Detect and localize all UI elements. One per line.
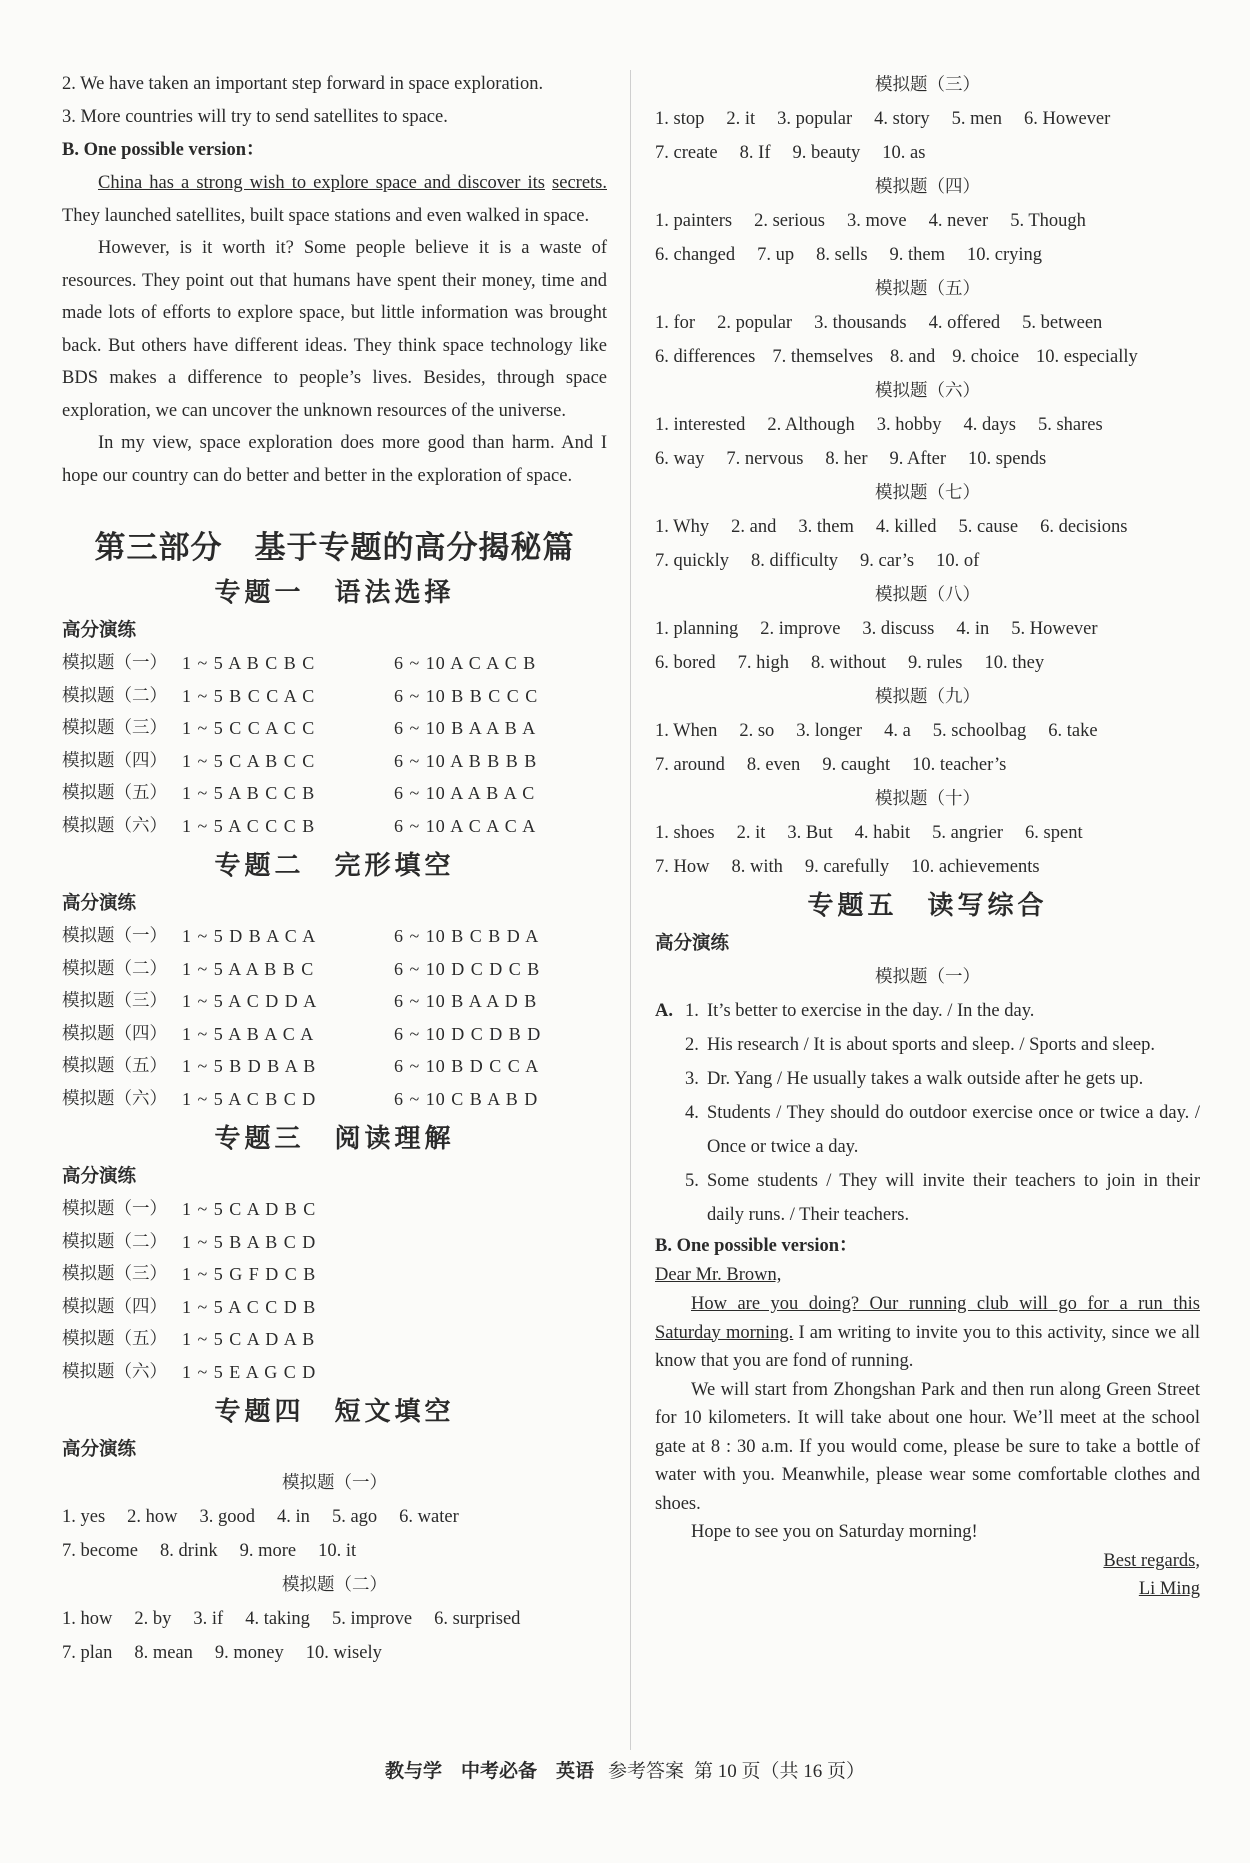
mock-title: 模拟题（一）: [875, 967, 980, 987]
mock-title: 模拟题（二）: [282, 1575, 387, 1595]
answer-row: 模拟题（五） 1 ~ 5 A B C C B 6 ~ 10 A A B A C: [62, 783, 536, 803]
answer-line: 1. painters 2. serious 3. move 4. never 5. Though: [655, 211, 1086, 231]
letter-paragraph-1: How are you doing? Our running club will go for a run this Saturday morning. I am writing to invite you to this activity, since we all know that you are fond of running.: [655, 1294, 1201, 1371]
answer-row: 模拟题（二） 1 ~ 5 B A B C D: [62, 1231, 317, 1252]
answer-line: 1. stop 2. it 3. popular 4. story 5. men 6. However: [655, 109, 1111, 129]
answer-line: 6. way 7. nervous 8. her 9. After 10. spends: [655, 449, 1047, 469]
left-column: [62, 68, 607, 1670]
topic3-section: 高分演练: [62, 1166, 137, 1187]
qa-item: 2. His research / It is about sports and sleep. / Sports and sleep.: [685, 1035, 1156, 1055]
answer-row: 模拟题（五） 1 ~ 5 C A D A B: [62, 1329, 316, 1349]
answer-line: 1. When 2. so 3. longer 4. a 5. schoolbag 6. take: [655, 721, 1098, 741]
answer-line: 7. create 8. If 9. beauty 10. as: [655, 143, 926, 163]
answer-row: 模拟题（六） 1 ~ 5 A C B C D 6 ~ 10 C B A B D: [62, 1088, 539, 1109]
answer-row: 模拟题（三） 1 ~ 5 G F D C B: [62, 1264, 317, 1284]
answer-row: 模拟题（三） 1 ~ 5 A C D D A 6 ~ 10 B A A D B: [62, 991, 538, 1011]
topic1-answers: [62, 647, 607, 842]
answer-line: 7. quickly 8. difficulty 9. car’s 10. of: [655, 551, 980, 571]
right-column: [655, 68, 1200, 1604]
answer-line: 7. become 8. drink 9. more 10. it: [62, 1541, 357, 1561]
mock-title: 模拟题（八）: [875, 585, 980, 605]
part-title: 第三部分 基于专题的高分揭秘篇: [94, 530, 575, 566]
answer-line: 1. interested 2. Although 3. hobby 4. days 5. shares: [655, 415, 1103, 435]
answer-row: 模拟题（一） 1 ~ 5 D B A C A 6 ~ 10 B C B D A: [62, 926, 540, 946]
answer-row: 模拟题（一） 1 ~ 5 C A D B C: [62, 1199, 317, 1219]
topic3-answers: [62, 1193, 607, 1388]
letter-paragraph-2: We will start from Zhongshan Park and then run along Green Street for 10 kilometers. It will take about one hour. We’ll meet at the school gate at 8 : 30 a.m. If you would come, please be sure to take a bottle of water with you. Meanwhile, please wear some comfortable clothes and shoes.: [655, 1379, 1200, 1514]
answer-row: 模拟题（四） 1 ~ 5 A B A C A 6 ~ 10 D C D B D: [62, 1023, 542, 1044]
essay-paragraph-2: However, is it worth it? Some people believe it is a waste of resources. They point out that humans have spent their money, time and made lots of efforts to explore space, but little information was brought back. But others have different ideas. They think space technology like BDS makes a difference to people’s lives. Besides, through space exploration, we can uncover the unknown resources of the universe.: [62, 238, 607, 421]
mock-title: 模拟题（九）: [875, 687, 980, 707]
intro-line-3: 3. More countries will try to send satellites to space.: [62, 107, 448, 127]
answer-row: 模拟题（四） 1 ~ 5 A C C D B: [62, 1296, 317, 1317]
answer-row: 模拟题（一） 1 ~ 5 A B C B C 6 ~ 10 A C A C B: [62, 653, 537, 673]
answer-line: 1. for 2. popular 3. thousands 4. offered 5. between: [655, 313, 1103, 333]
footer-section: 参考答案: [607, 1761, 684, 1782]
mock-title: 模拟题（七）: [875, 483, 980, 503]
b-label: B. One possible version：: [655, 1236, 858, 1256]
mock-title: 模拟题（五）: [875, 279, 980, 299]
mock-title: 模拟题（三）: [875, 75, 980, 95]
column-divider: [630, 70, 631, 1750]
answer-row: 模拟题（四） 1 ~ 5 C A B C C 6 ~ 10 A B B B B: [62, 750, 538, 771]
answer-row: 模拟题（五） 1 ~ 5 B D B A B 6 ~ 10 B D C C A: [62, 1056, 540, 1076]
topic1-section: 高分演练: [62, 620, 137, 641]
answer-line: 1. how 2. by 3. if 4. taking 5. improve 6. surprised: [62, 1609, 521, 1629]
qa-item: A. 1. It’s better to exercise in the day. / In the day.: [655, 1001, 1035, 1021]
mock-title: 模拟题（六）: [875, 381, 980, 401]
mock-title: 模拟题（一）: [282, 1473, 387, 1493]
answer-line: 6. bored 7. high 8. without 9. rules 10. they: [655, 653, 1045, 673]
qa-item: 4. Students / They should do outdoor exercise once or twice a day. / Once or twice a day.: [685, 1103, 1200, 1157]
letter-paragraph-3: Hope to see you on Saturday morning!: [691, 1522, 978, 1542]
qa-item: 3. Dr. Yang / He usually takes a walk outside after he gets up.: [685, 1069, 1144, 1089]
answer-line: 1. shoes 2. it 3. But 4. habit 5. angrier 6. spent: [655, 823, 1083, 843]
answer-line: 7. plan 8. mean 9. money 10. wisely: [62, 1643, 382, 1663]
answer-line: 7. How 8. with 9. carefully 10. achievements: [655, 857, 1040, 877]
signature: Li Ming: [1138, 1579, 1200, 1599]
answer-row: 模拟题（二） 1 ~ 5 B C C A C 6 ~ 10 B B C C C: [62, 685, 539, 706]
footer-page: 第 10 页（共 16 页）: [694, 1761, 866, 1782]
topic2-section: 高分演练: [62, 893, 137, 914]
qa-item: 5. Some students / They will invite their teachers to join in their daily runs. / Their teachers.: [685, 1171, 1200, 1225]
topic5-section: 高分演练: [655, 933, 730, 954]
answer-line: 1. yes 2. how 3. good 4. in 5. ago 6. water: [62, 1507, 459, 1527]
essay-paragraph-1: China has a strong wish to explore space and discover its secrets. They launched satellites, built space stations and even walked in space.: [62, 173, 607, 226]
mock-title: 模拟题（十）: [875, 789, 980, 809]
answer-line: 7. around 8. even 9. caught 10. teacher’s: [655, 755, 1007, 775]
topic3-title: 专题三 阅读理解: [214, 1124, 455, 1154]
footer-brand: 教与学 中考必备 英语: [384, 1760, 594, 1782]
closing: Best regards,: [1103, 1550, 1200, 1571]
intro-line-2: 2. We have taken an important step forward in space exploration.: [62, 74, 544, 94]
answer-row: 模拟题（二） 1 ~ 5 A A B B C 6 ~ 10 D C D C B: [62, 958, 541, 979]
answer-row: 模拟题（三） 1 ~ 5 C C A C C 6 ~ 10 B A A B A: [62, 718, 537, 738]
topic4-title: 专题四 短文填空: [214, 1397, 455, 1427]
answer-row: 模拟题（六） 1 ~ 5 E A G C D: [62, 1361, 317, 1382]
answer-line: 1. Why 2. and 3. them 4. killed 5. cause 6. decisions: [655, 517, 1128, 537]
page-footer: [0, 1756, 1250, 1783]
mock-title: 模拟题（四）: [875, 177, 980, 197]
salutation: Dear Mr. Brown,: [655, 1265, 782, 1285]
topic1-title: 专题一 语法选择: [214, 578, 455, 608]
b-label: B. One possible version：: [62, 140, 265, 160]
topic2-title: 专题二 完形填空: [214, 851, 455, 881]
topic2-answers: [62, 920, 607, 1115]
answer-line: 1. planning 2. improve 3. discuss 4. in 5. However: [655, 619, 1098, 639]
answer-row: 模拟题（六） 1 ~ 5 A C C C B 6 ~ 10 A C A C A: [62, 815, 537, 836]
answer-line: 6. differences 7. themselves 8. and 9. choice 10. especially: [655, 347, 1138, 367]
essay-paragraph-3: In my view, space exploration does more good than harm. And I hope our country can do better and better in the exploration of space.: [62, 433, 607, 486]
topic5-title: 专题五 读写综合: [807, 891, 1048, 921]
topic4-section: 高分演练: [62, 1439, 137, 1460]
answer-line: 6. changed 7. up 8. sells 9. them 10. crying: [655, 245, 1043, 265]
